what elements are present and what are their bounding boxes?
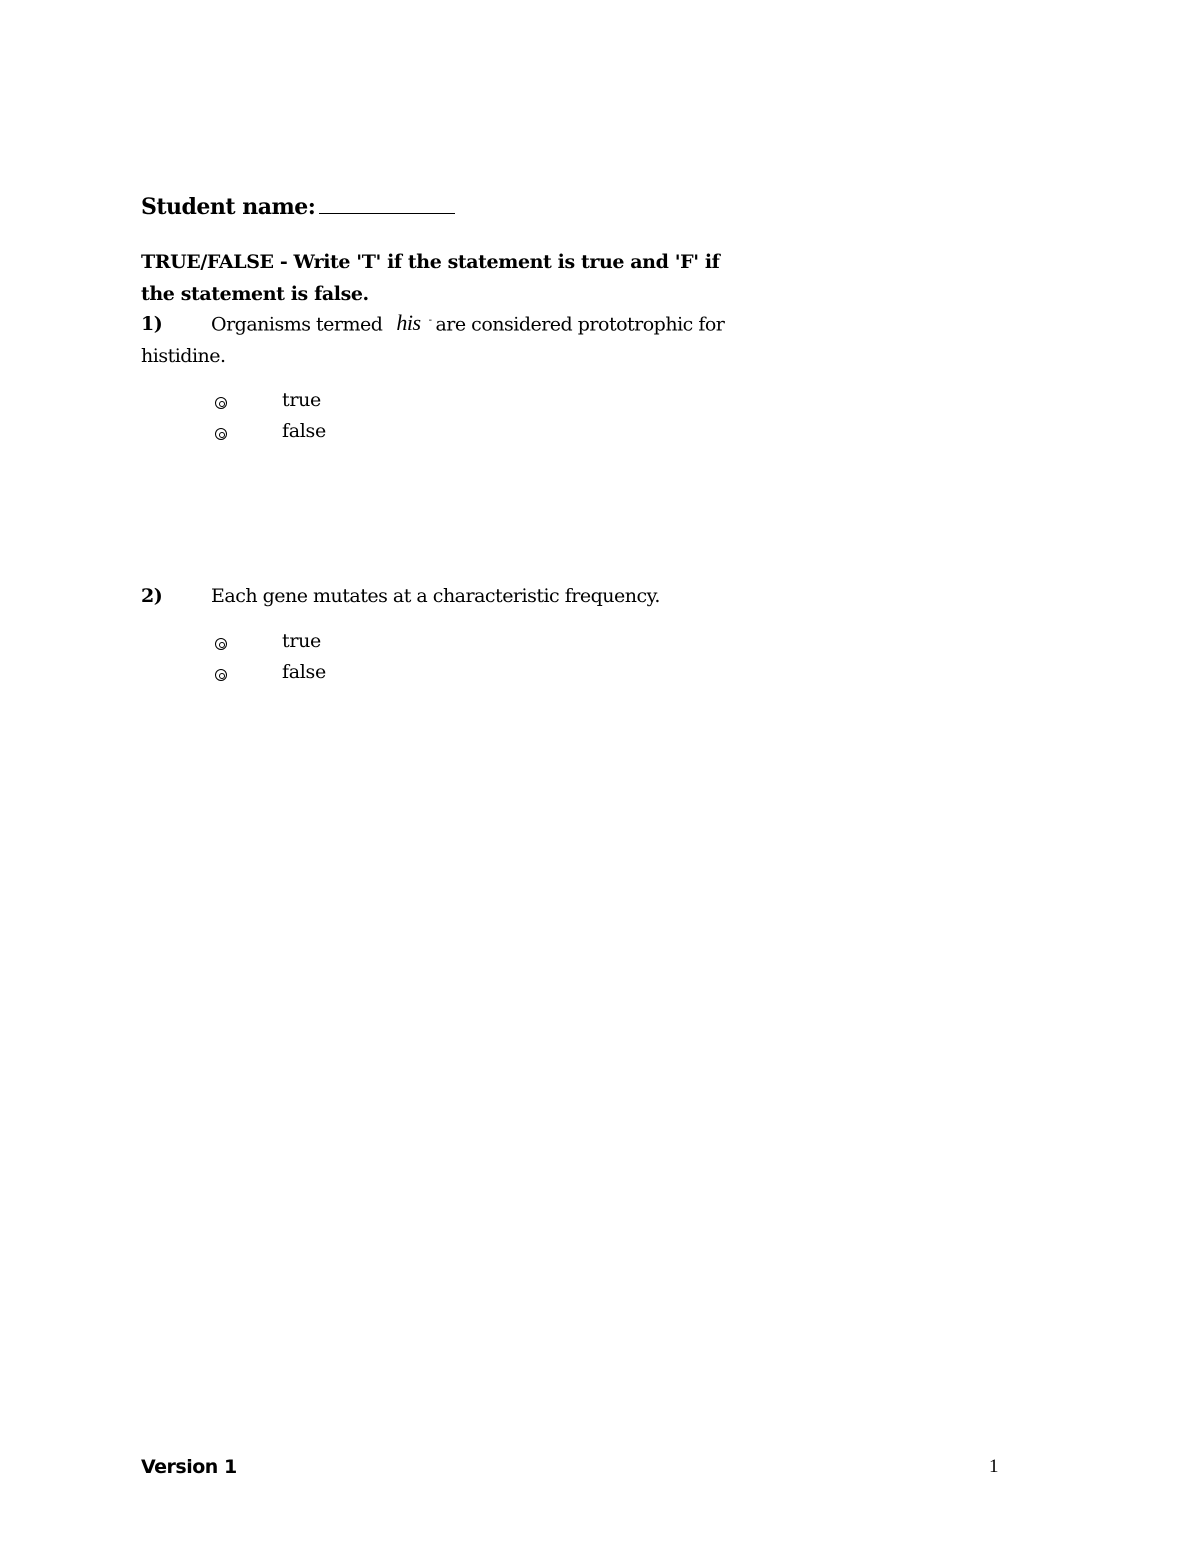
question-text: Each gene mutates at a characteristic frequency. <box>211 585 660 607</box>
student-name-label: Student name: <box>141 194 316 220</box>
question-italic-term: his <box>396 310 421 336</box>
question-number: 2) <box>141 585 163 607</box>
radio-icon[interactable] <box>215 638 227 650</box>
option-label: true <box>282 389 321 411</box>
radio-icon[interactable] <box>215 669 227 681</box>
question-superscript: - <box>428 315 432 326</box>
radio-icon[interactable] <box>215 397 227 409</box>
option-label: false <box>282 661 326 683</box>
footer-page-number: 1 <box>989 1456 999 1477</box>
question-number: 1) <box>141 313 163 336</box>
question-2 <box>141 580 741 612</box>
footer-version: Version 1 <box>141 1456 237 1478</box>
student-name-line <box>141 193 455 220</box>
student-name-blank[interactable] <box>319 193 455 214</box>
radio-icon[interactable] <box>215 428 227 440</box>
option-label: true <box>282 630 321 652</box>
question-text-before: Organisms termed <box>211 313 383 336</box>
section-instructions: TRUE/FALSE - Write 'T' if the statement is true and 'F' if the statement is false. <box>141 251 720 305</box>
question-text-after: are considered prototrophic for histidine. <box>141 313 725 368</box>
question-1 <box>141 305 741 372</box>
option-label: false <box>282 420 326 442</box>
